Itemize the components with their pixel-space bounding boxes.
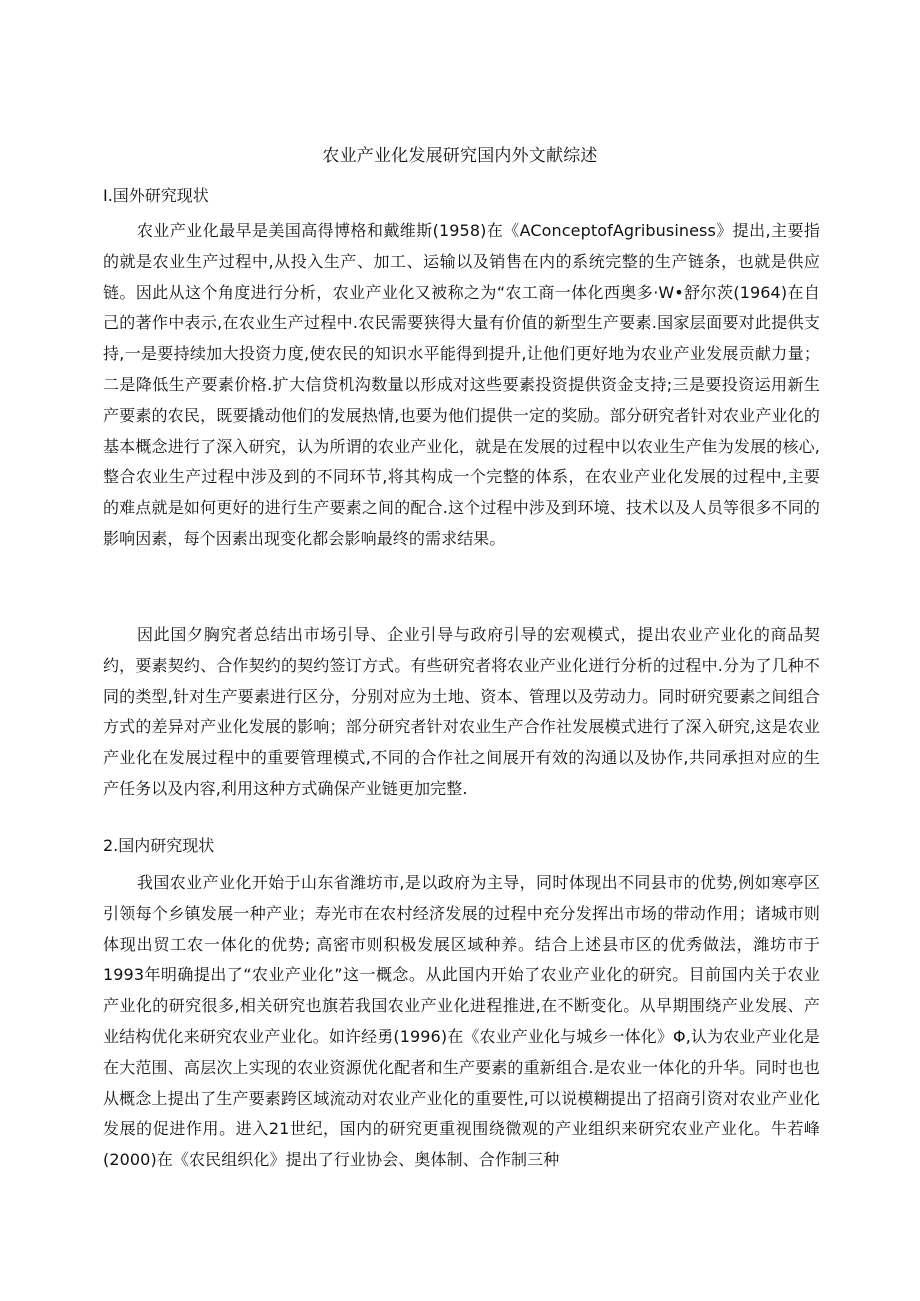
section-heading-domestic: 2.国内研究现状 xyxy=(103,836,215,855)
document-title: 农业产业化发展研究国内外文献综述 xyxy=(322,146,598,166)
section-heading-foreign: I.国外研究现状 xyxy=(103,186,209,205)
paragraph-foreign-1: 农业产业化最早是美国高得博格和戴维斯(1958)在《AConceptofAgribusiness》提出,主要指的就是农业生产过程中,从投入生产、加工、运输以及销售在内的系统完整的生产链条，也就是供应链。因此从这个角度进行分析，农业产业化又被称之为“农工商一体化西奥多·W•舒尔茨(1964)在自己的著作中表示,在农业生产过程中.农民需要狭得大量有价值的新型生产要素.国家层面要对此提供支持,一是要持续加大投资力度,使农民的知识水平能得到提升,让他们更好地为农业产业发展贡献力量；二是降低生产要素价格.扩大信贷机沟数量以形成对这些要素投资提供资金支持;三是要投资运用新生产要素的农民，既要撬动他们的发展热情,也要为他们提供一定的奖励。部分研究者针对农业产业化的基本概念进行了深入研究，认为所谓的农业产业化，就是在发展的过程中以农业生产隹为发展的核心,整合农业生产过程中涉及到的不同环节,将其构成一个完整的体系，在农业产业化发展的过程中,主要的难点就是如何更好的进行生产要素之间的配合.这个过程中涉及到环境、技术以及人员等很多不同的影响因素，每个因素出现变化都会影响最终的需求结果。 xyxy=(103,221,820,548)
paragraph-foreign-2: 因此国夕胸究者总结出市场引导、企业引导与政府引导的宏观模式，提出农业产业化的商品契约，要素契约、合作契约的契约签订方式。有些研究者将农业产业化迸行分析的过程中.分为了几种不同的类型,针对生产要素进行区分，分别对应为土地、资本、管理以及劳动力。同时研究要素之间组合方式的差异对产业化发展的影响；部分研究者针对农业生产合作社发展模式进行了深入研究,这是农业产业化在发展过程中的重要管理模式,不同的合作社之间展开有效的沟通以及协作,共同承担对应的生产任务以及内容,利用这种方式确保产业链更加完整. xyxy=(103,625,820,798)
paragraph-domestic-1: 我国农业产业化开始于山东省潍坊市,是以政府为主导，同时体现出不同县市的优势,例如寒亭区引领每个乡镇发展一种产业；寿光市在农村经济发展的过程中充分发挥出市场的带动作用；诸城市则体现出贸工农一体化的优势; 高密市则积极发展区域种养。结合上述县市区的优秀做法，潍坊市于1993年明确提出了“农业产业化”这一概念。从此国内开始了农业产业化的研究。目前国内关于农业产业化的研究很多,相关研究也旗若我国农业产业化进程推进,在不断变化。从早期围绕产业发展、产业结构优化来研究农业产业化。如许经勇(1996)在《农业产业化与城乡一体化》Φ,认为农业产业化是在大范围、高层次上实现的农业资源优化配者和生产要素的重新组合.是农业一体化的升华。同时也也从概念上提出了生产要素跨区域流动对农业产业化的重要性,可以说模糊提出了招商引资对农业产业化发展的促进作用。进入21世纪，国内的研究更重视围绕微观的产业组织来研究农业产业化。牛若峰(2000)在《农民组织化》提出了行业协会、奥体制、合作制三种 xyxy=(103,873,820,1170)
